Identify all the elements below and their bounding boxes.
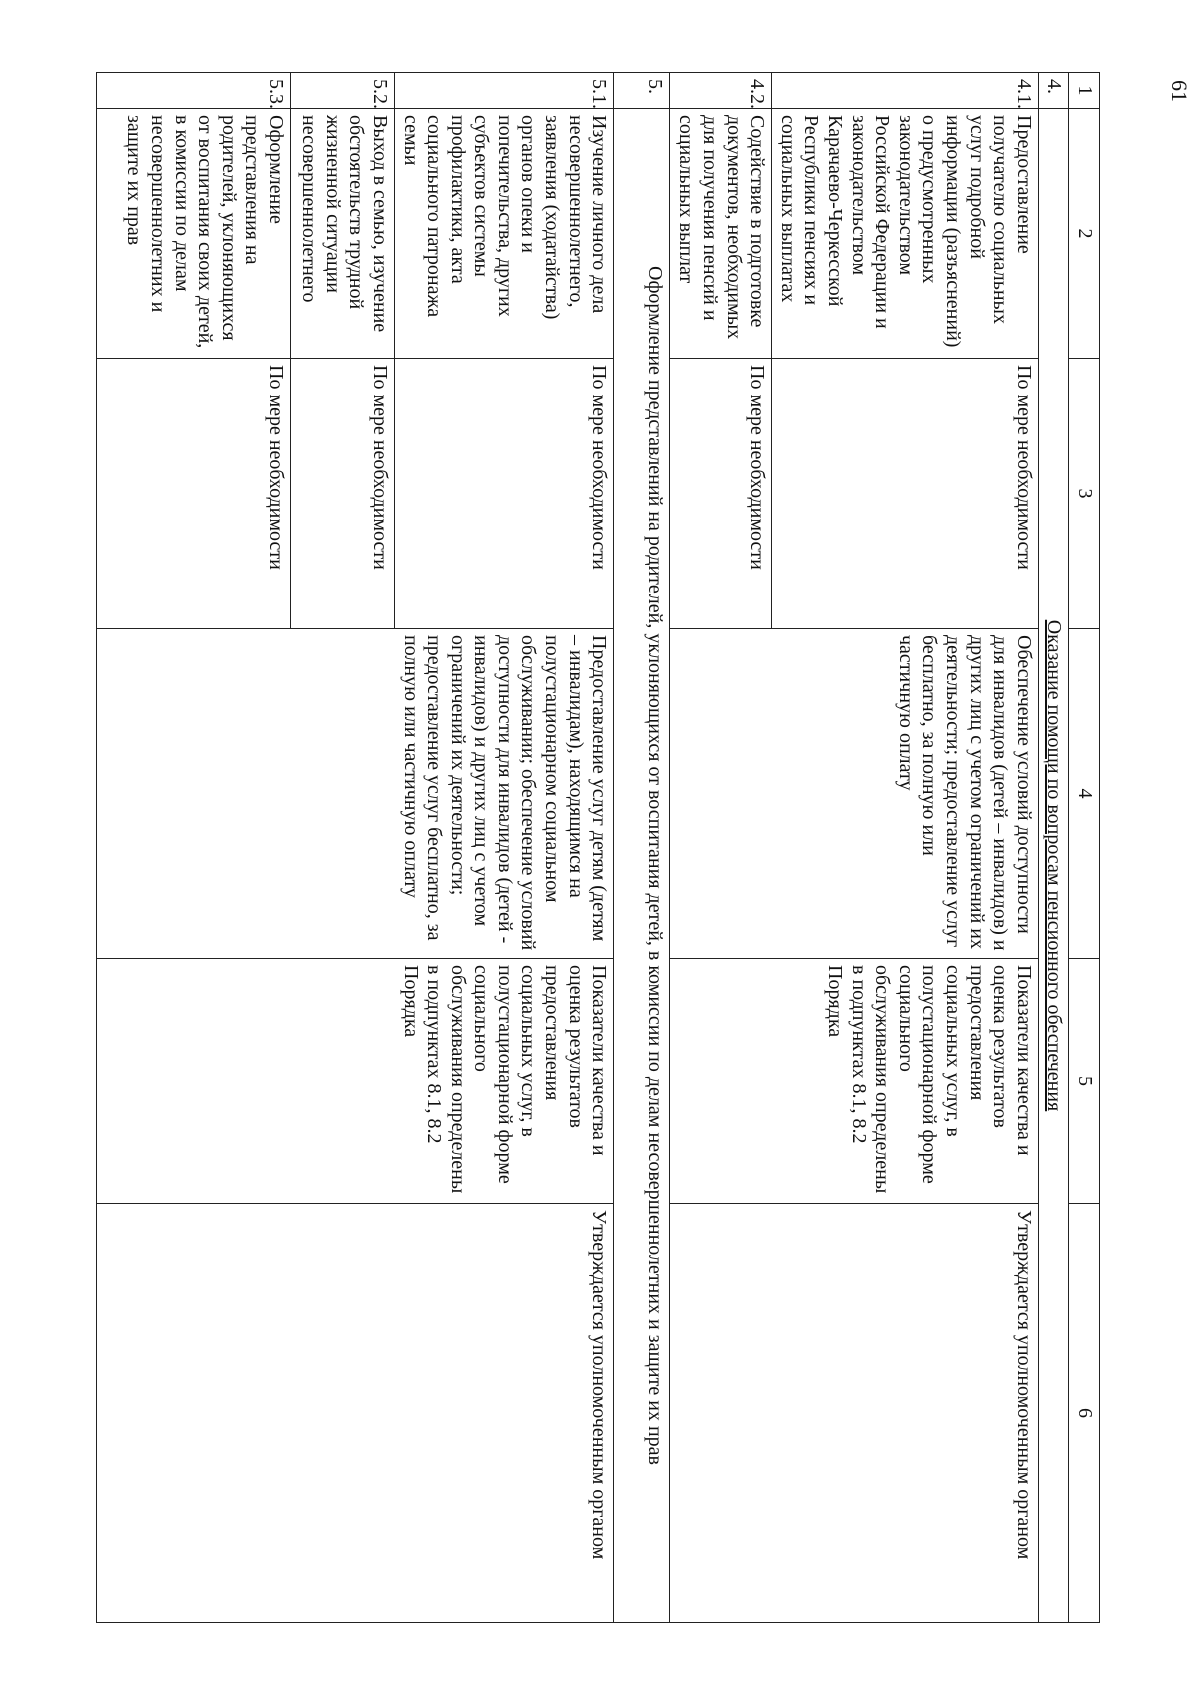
column-number: 6 (1069, 1204, 1100, 1623)
service-periodicity: По мере необходимости (772, 359, 1039, 629)
column-number: 3 (1069, 359, 1100, 629)
row-number: 5.2. (290, 73, 394, 109)
service-conditions: Предоставление услуг детям (детям – инвалидам), находящимся на полустационарном социальном обслуживании; обеспечение условий доступности для инвалидов (детей - инвалидов) и других лиц с учетом ограничений их деятельности; предоставление услуг бесплатно, за полную или частичную оплату (97, 629, 614, 959)
column-number: 5 (1069, 959, 1100, 1204)
page-number: 61 (1167, 80, 1192, 102)
section-title-text: Оказание помощи по вопросам пенсионного обеспечения (1043, 619, 1066, 1112)
service-periodicity: По мере необходимости (290, 359, 394, 629)
row-number: 5.1. (394, 73, 613, 109)
service-description: Изучение личного дела несовершеннолетнего, заявления (ходатайства) органов опеки и попечительства, других субъектов системы профилактики, акта социального патронажа семьи (394, 109, 613, 359)
quality-indicators: Показатели качества и оценка результатов предоставления социальных услуг, в полустационарной форме социального обслуживания определены в подпунктах 8.1, 8.2 Порядка (97, 959, 614, 1204)
row-number: 5.3. (97, 73, 291, 109)
other-notes: Утверждается уполномоченным органом (97, 1204, 614, 1623)
section-title: Оформление представлений на родителей, уклоняющихся от воспитания детей, в комиссии по делам несовершеннолетних и защите их прав (614, 109, 670, 1623)
section-header-row (614, 73, 670, 1623)
table-row (772, 73, 1039, 1623)
service-description: Выход в семью, изучение обстоятельств трудной жизненной ситуации несовершеннолетнего (290, 109, 394, 359)
column-number: 4 (1069, 629, 1100, 959)
column-number: 1 (1069, 73, 1100, 109)
service-description: Содействие в подготовке документов, необходимых для получения пенсий и социальных выплат (670, 109, 772, 359)
quality-indicators: Показатели качества и оценка результатов предоставления социальных услуг, в полустационарной форме социального обслуживания определены в подпунктах 8.1, 8.2 Порядка (670, 959, 1039, 1204)
service-periodicity: По мере необходимости (394, 359, 613, 629)
social-services-table (96, 72, 1100, 1623)
column-number: 2 (1069, 109, 1100, 359)
row-number: 4.2. (670, 73, 772, 109)
table-row (394, 73, 613, 1623)
section-title (1038, 109, 1069, 1623)
row-number: 4.1. (772, 73, 1039, 109)
service-periodicity: По мере необходимости (97, 359, 291, 629)
service-periodicity: По мере необходимости (670, 359, 772, 629)
section-number: 5. (614, 73, 670, 109)
service-conditions: Обеспечение условий доступности для инвалидов (детей – инвалидов) и других лиц с учетом ограничений их деятельности; предоставление услуг бесплатно, за полную или частичную оплату (670, 629, 1039, 959)
section-number: 4. (1038, 73, 1069, 109)
service-description: Оформление представления на родителей, уклоняющихся от воспитания своих детей, в комиссии по делам несовершеннолетних и защите их прав (97, 109, 291, 359)
service-description: Предоставление получателю социальных услуг подробной информации (разъяснений) о предусмотренных законодательством Российской Федерации и законодательством Карачаево-Черкесской Республики пенсиях и социальных выплатах (772, 109, 1039, 359)
rotated-landscape-page (96, 72, 1100, 1622)
column-number-row (1069, 73, 1100, 1623)
other-notes: Утверждается уполномоченным органом (670, 1204, 1039, 1623)
section-header-row (1038, 73, 1069, 1623)
